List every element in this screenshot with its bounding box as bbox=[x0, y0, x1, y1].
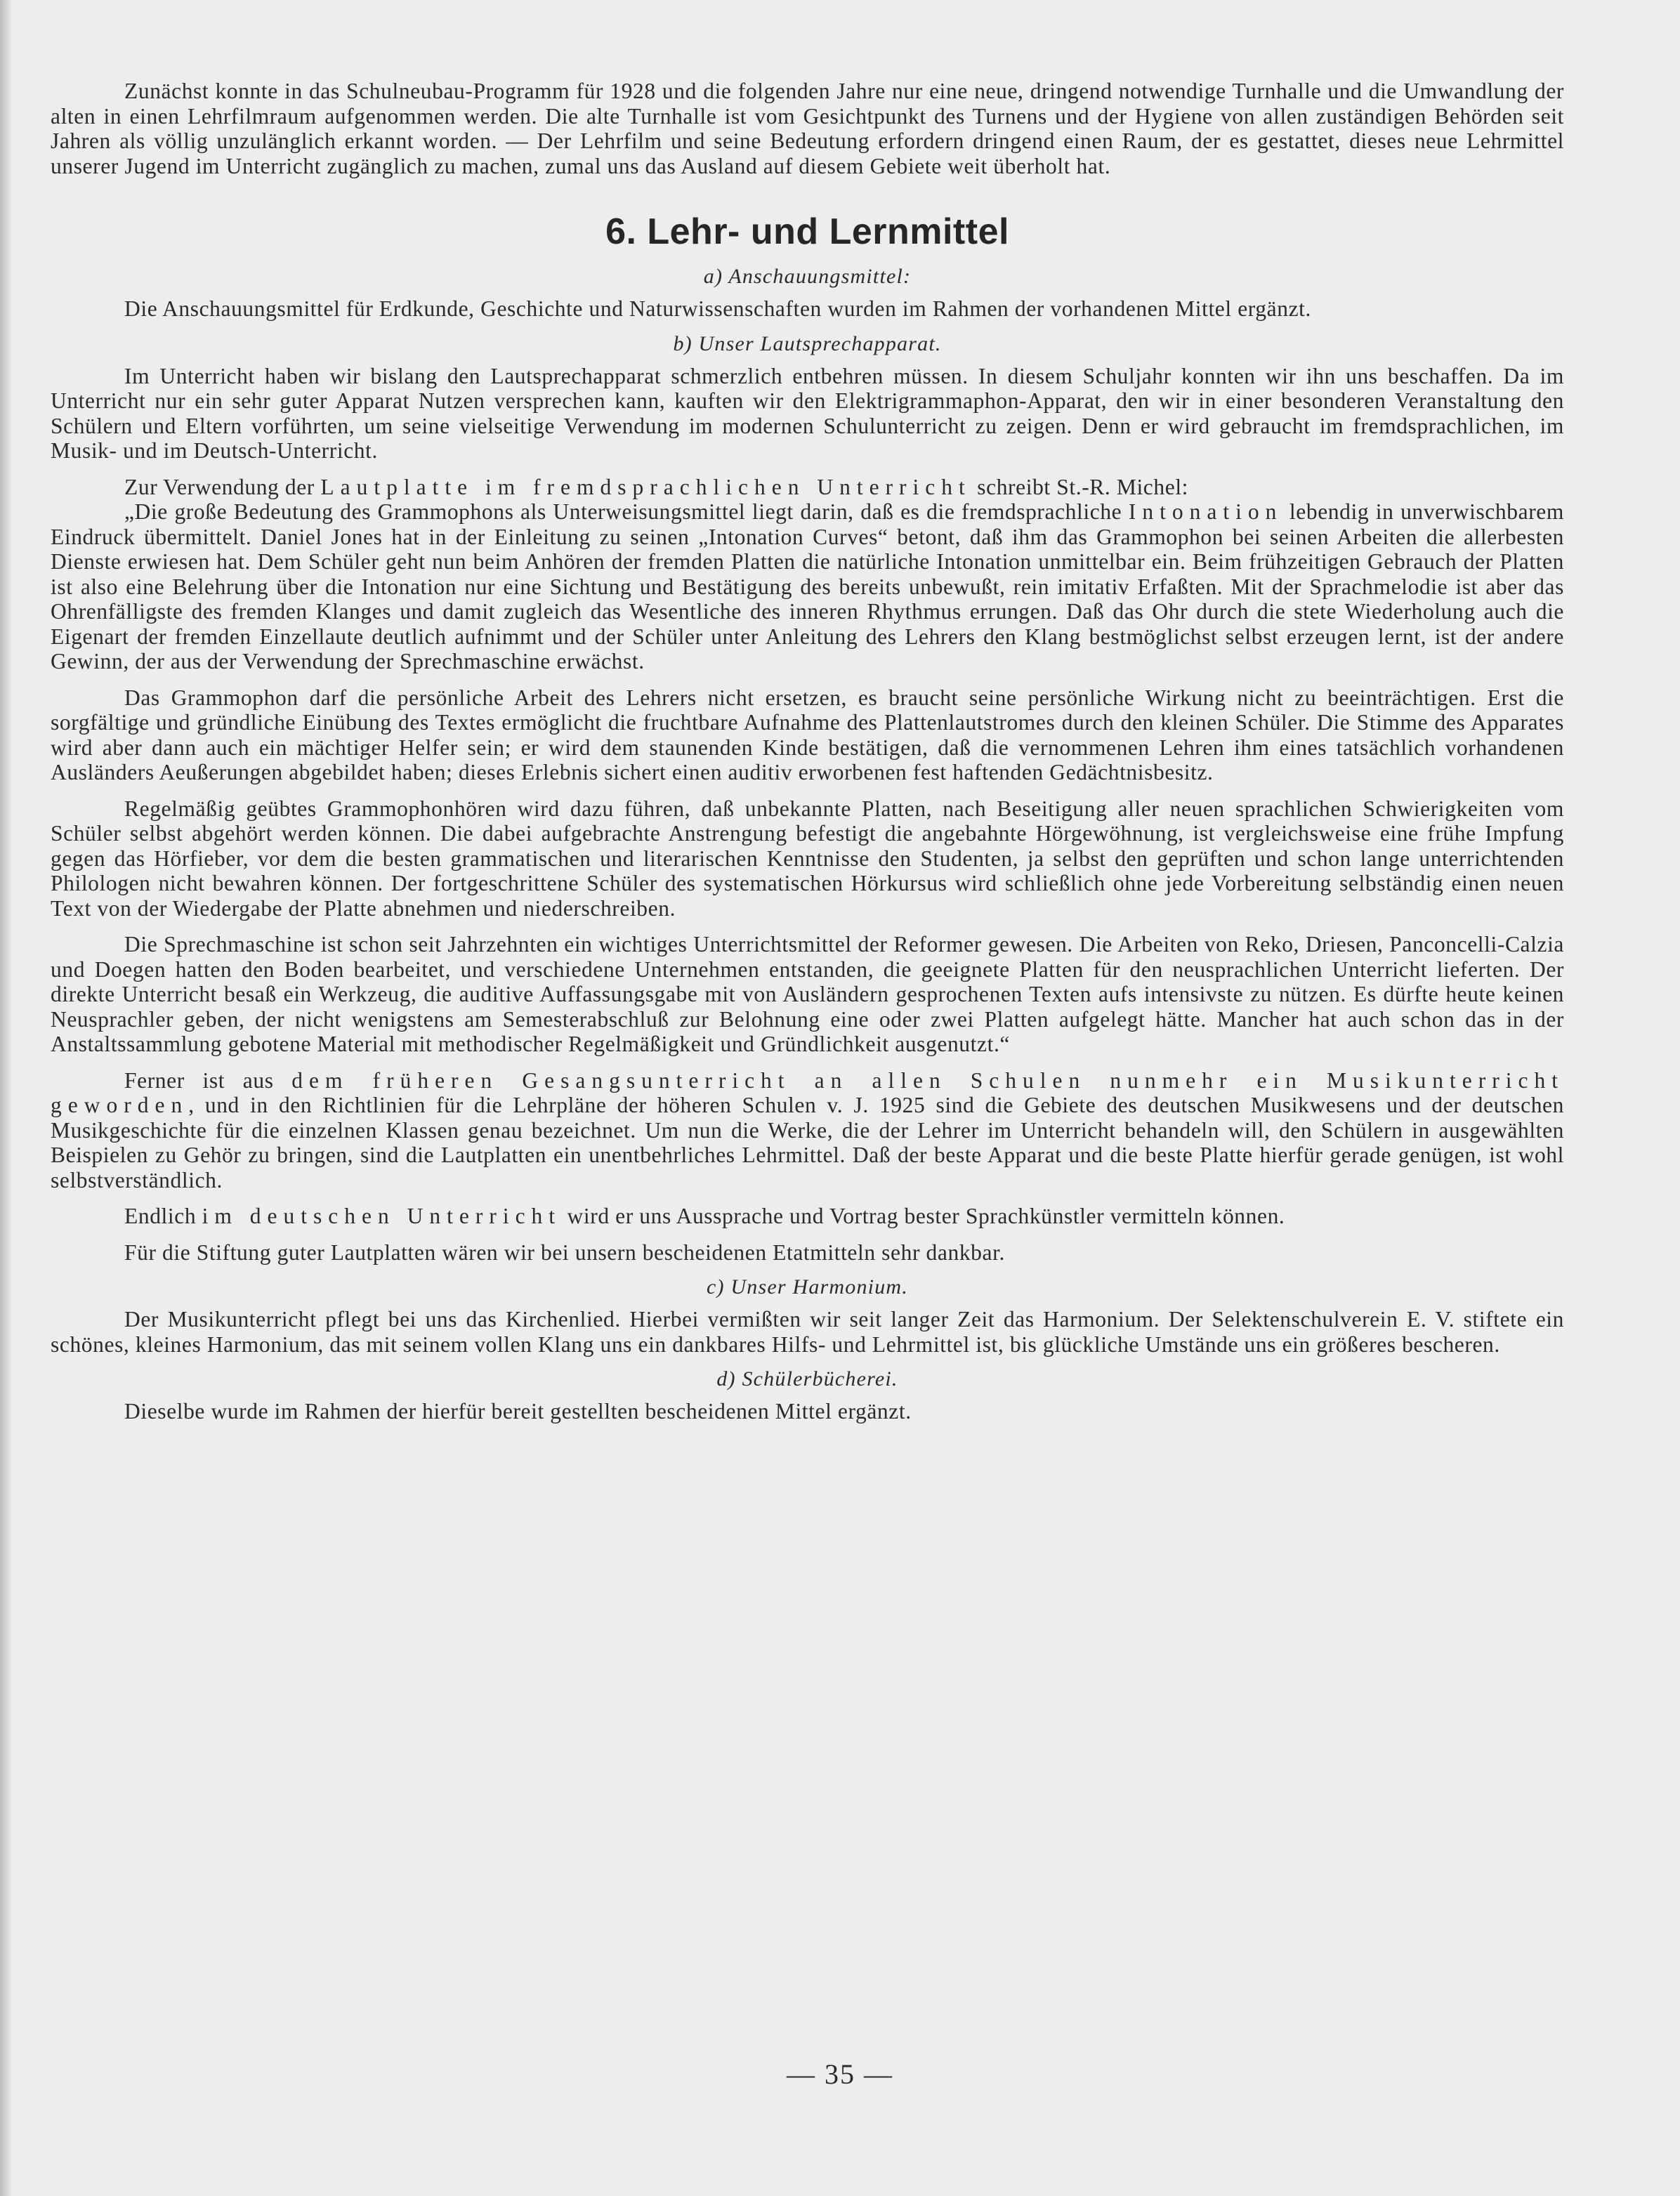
paragraph-a-1: Die Anschauungsmittel für Erdkunde, Geschichte und Naturwissenschaften wurden im Rahmen der vorhandenen Mittel ergänzt. bbox=[124, 296, 1311, 321]
subheading-a: a) Anschauungsmittel: bbox=[703, 265, 912, 288]
paragraph-b-3 bbox=[51, 499, 1564, 674]
section-heading: 6. Lehr- und Lernmittel bbox=[605, 211, 1009, 252]
text-run: Endlich bbox=[124, 1204, 202, 1228]
subheading-c: c) Unser Harmonium. bbox=[707, 1275, 908, 1298]
text-run: Zur Verwendung der bbox=[124, 474, 321, 499]
spaced-emphasis: dem früheren Gesangsunterricht an allen Schulen nunmehr ein Musikunterricht geworden bbox=[51, 1067, 1564, 1117]
paragraph-b-5: Regelmäßig geübtes Grammophonhören wird dazu führen, daß unbekannte Platten, nach Beseitigung aller neuen sprachlichen Schwierigkeiten vom Schüler selbst abgehört werden können. Die dabei aufgebrachte Anstrengung befestigt die angebahnte Hörgewöhnung, ist vergleichsweise eine frühe Impfung gegen das Hörfieber, vor dem die besten grammatischen und literarischen Kenntnisse den Studenten, ja selbst den geprüften und schon lange unterrichtenden Philologen nicht bewahren können. Der fortgeschrittene Schüler des systematischen Hörkursus wird schließlich ohne jede Vorbereitung selbständig einen neuen Text von der Wiedergabe der Platte abnehmen und niederschreiben. bbox=[51, 796, 1564, 921]
text-run: „Die große Bedeutung des Grammophons als Unterweisungsmittel liegt darin, daß es die fremdsprachliche bbox=[124, 499, 1129, 524]
page-edge-shadow bbox=[0, 0, 13, 2196]
text-run: schreibt St.-R. Michel: bbox=[971, 474, 1189, 499]
spaced-emphasis: Intonation bbox=[1128, 499, 1283, 524]
text-run: Ferner ist aus bbox=[124, 1067, 292, 1093]
page-number: — 35 — bbox=[787, 2058, 893, 2090]
paragraph-b-8 bbox=[51, 1204, 1564, 1229]
spaced-emphasis: Lautplatte im fremdsprachlichen Unterricht bbox=[320, 474, 971, 499]
text-run: wird er uns Aussprache und Vortrag bester Sprachkünstler vermitteln können. bbox=[561, 1204, 1285, 1228]
paragraph-b-9: Für die Stiftung guter Lautplatten wären wir bei unsern bescheidenen Etatmitteln sehr dankbar. bbox=[124, 1240, 1005, 1265]
paragraph-b-4: Das Grammophon darf die persönliche Arbeit des Lehrers nicht ersetzen, es braucht seine persönliche Wirkung nicht zu beeinträchtigen. Erst die sorgfältige und gründliche Einübung des Textes ermöglicht die fruchtbare Aufnahme des Plattenlautstromes durch den kleinen Schüler. Die Stimme des Apparates wird aber dann auch ein mächtiger Helfer sein; er wird dem staunenden Kinde bestätigen, daß die vernommenen Lehren ihm eines tatsächlich vorhandenen Ausländers Aeußerungen abgebildet haben; dieses Erlebnis sichert einen auditiv erworbenen fest haftenden Gedächtnisbesitz. bbox=[51, 685, 1564, 784]
text-run: , und in den Richtlinien für die Lehrpläne der höheren Schulen v. J. 1925 sind die Gebiete des deutschen Musikwesens und der deutschen Musikgeschichte für die einzelnen Klassen genau bezeichnet. Um nun die Werke, die der Lehrer im Unterricht behandeln will, den Schülern in ausgewählten Beispielen zu Gehör zu bringen, sind die Lautplatten ein unentbehrliches Lehrmittel. Daß der beste Apparat und die beste Platte hierfür gerade genügen, ist wohl selbstverständlich. bbox=[51, 1093, 1564, 1192]
text-run: lebendig in unverwischbarem Eindruck übermittelt. Daniel Jones hat in der Einleitung zu seinen „Intonation Curves“ betont, daß ihm das Grammophon bei seinen Arbeiten die allerbesten Dienste erwiesen hat. Dem Schüler geht nun beim Anhören der fremden Platten die natürliche Intonation unmittelbar ein. Beim frühzeitigen Gebrauch der Platten ist also eine Belehrung über die Intonation nur eine Sichtung und Bestätigung des bereits unbewußt, rein imitativ Erfaßten. Mit der Sprachmelodie ist aber das Ohrenfälligste des fremden Klanges und damit zugleich das Wesentliche des inneren Rhythmus errungen. Daß das Ohr durch die stete Wiederholung auch die Eigenart der fremden Einzellaute deutlich aufnimmt und der Schüler unter Anleitung des Lehrers den Klang bestmöglichst selbst erzeugen lernt, ist der andere Gewinn, der aus der Verwendung der Sprechmaschine erwächst. bbox=[51, 499, 1564, 673]
paragraph-b-2 bbox=[51, 475, 1564, 500]
subheading-b: b) Unser Lautsprechapparat. bbox=[673, 331, 942, 355]
paragraph-b-1: Im Unterricht haben wir bislang den Lautsprechapparat schmerzlich entbehren müssen. In diesem Schuljahr konnten wir ihn uns beschaffen. Da im Unterricht nur ein sehr guter Apparat Nutzen versprechen kann, kauften wir den Elektrigrammaphon-Apparat, den wir in einer besonderen Veranstaltung den Schülern und Eltern vorführten, um seine vielseitige Verwendung im modernen Schulunterricht zu zeigen. Denn er wird gebraucht im fremdsprachlichen, im Musik- und im Deutsch-Unterricht. bbox=[51, 363, 1564, 463]
paragraph-b-7 bbox=[51, 1068, 1564, 1193]
paragraph-b-6: Die Sprechmaschine ist schon seit Jahrzehnten ein wichtiges Unterrichtsmittel der Reformer gewesen. Die Arbeiten von Reko, Driesen, Panconcelli-Calzia und Doegen hatten den Boden bearbeitet, und verschiedene Unternehmen entstanden, die geeignete Platten für den neusprachlichen Unterricht lieferten. Der direkte Unterricht besaß ein Werkzeug, die auditive Auffassungsgabe mit von Ausländern gesprochenen Texten aufs intensivste zu nützen. Es dürfte heute keinen Neusprachler geben, der nicht wenigstens am Semesterabschluß zur Belohnung eine oder zwei Platten aufgelegt hätte. Mancher hat auch schon das in der Anstaltssammlung gebotene Material mit methodischer Regelmäßigkeit und Gründlichkeit ausgenutzt.“ bbox=[51, 932, 1564, 1056]
paragraph-d-1: Dieselbe wurde im Rahmen der hierfür bereit gestellten bescheidenen Mittel ergänzt. bbox=[124, 1399, 912, 1424]
spaced-emphasis: im deutschen Unterricht bbox=[202, 1204, 562, 1228]
paragraph-c-1: Der Musikunterricht pflegt bei uns das Kirchenlied. Hierbei vermißten wir seit langer Zeit das Harmonium. Der Selektenschulverein E. V. stiftete ein schönes, kleines Harmonium, das mit seinem vollen Klang uns ein dankbares Hilfs- und Lehrmittel ist, bis glückliche Umstände uns ein größeres bescheren. bbox=[51, 1307, 1564, 1357]
intro-paragraph: Zunächst konnte in das Schulneubau-Programm für 1928 und die folgenden Jahre nur eine neue, dringend notwendige Turnhalle und die Umwandlung der alten in einen Lehrfilmraum aufgenommen werden. Die alte Turnhalle ist vom Gesichtpunkt des Turnens und der Hygiene von allen zuständigen Behörden seit Jahren als völlig unzulänglich erkannt worden. — Der Lehrfilm und seine Bedeutung erfordern dringend einen Raum, der es gestattet, dieses neue Lehrmittel unserer Jugend im Unterricht zugänglich zu machen, zumal uns das Ausland auf diesem Gebiete weit überholt hat. bbox=[51, 79, 1564, 178]
subheading-d: d) Schülerbücherei. bbox=[716, 1367, 898, 1390]
